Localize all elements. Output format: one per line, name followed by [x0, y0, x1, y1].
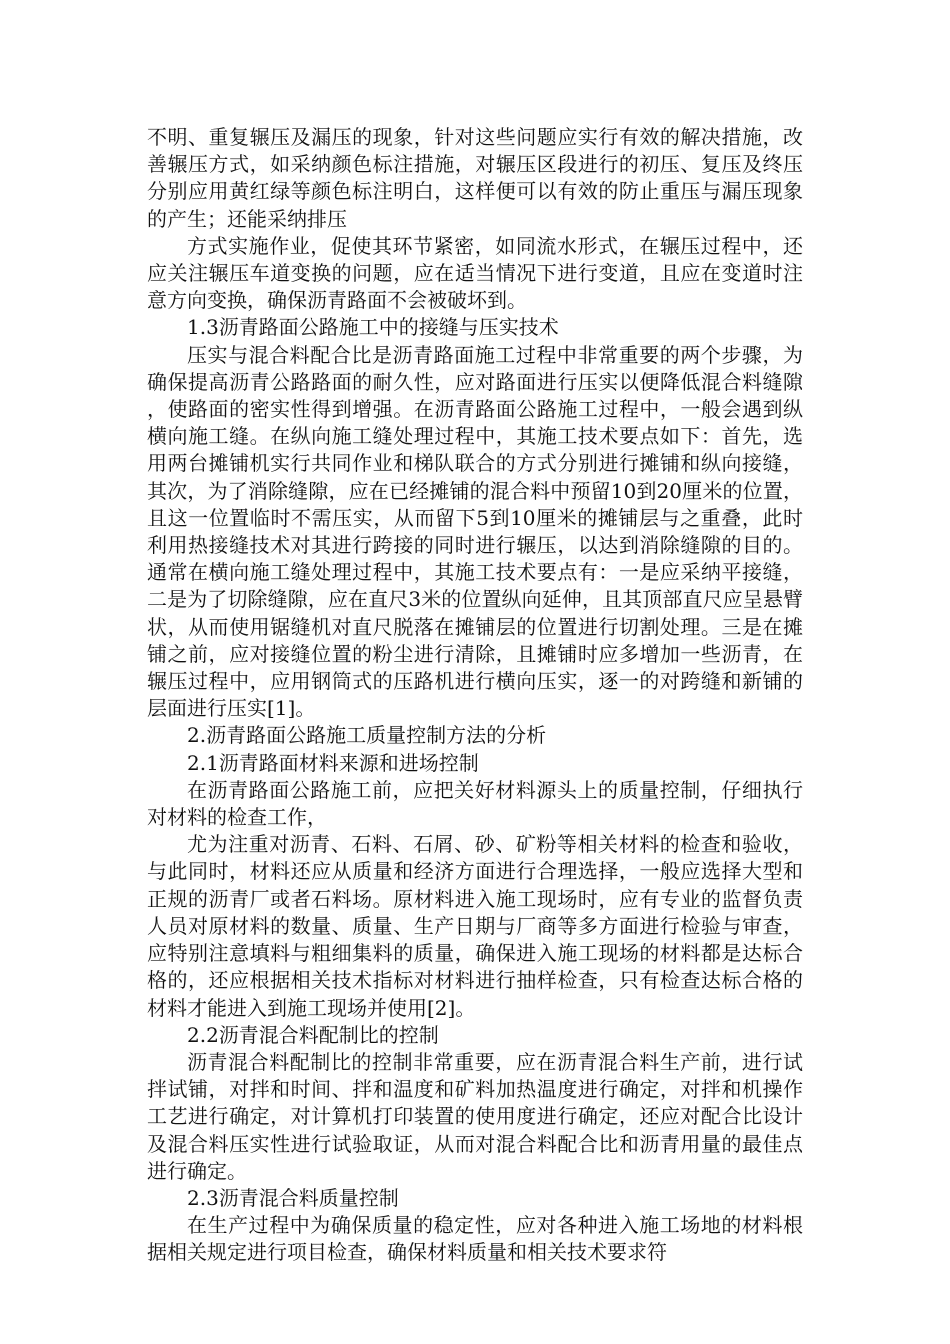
section-heading-2-3: 2.3沥青混合料质量控制 [187, 1185, 399, 1210]
document-body [147, 124, 803, 1267]
section-heading-2-2: 2.2沥青混合料配制比的控制 [187, 1022, 439, 1047]
paragraph-1: 不明、重复辗压及漏压的现象，针对这些问题应实行有效的解决措施，改善辗压方式，如采纳颜色标注措施，对辗压区段进行的初压、复压及终压分别应用黄红绿等颜色标注明白，这样便可以有效的防止重压与漏压现象的产生；还能采纳排压 [147, 125, 803, 231]
paragraph-5: 尤为注重对沥青、石料、石屑、砂、矿粉等相关材料的检查和验收，与此同时，材料还应从质量和经济方面进行合理选择，一般应选择大型和正规的沥青厂或者石料场。原材料进入施工现场时，应有专业的监督负责人员对原材料的数量、质量、生产日期与厂商等多方面进行检验与审查，应特别注意填料与粗细集料的质量，确保进入施工现场的材料都是达标合格的，还应根据相关技术指标对材料进行抽样检查，只有检查达标合格的材料才能进入到施工现场并使用[2]。 [147, 832, 803, 1020]
section-heading-1-3: 1.3沥青路面公路施工中的接缝与压实技术 [187, 315, 559, 340]
section-heading-2: 2.沥青路面公路施工质量控制方法的分析 [187, 723, 547, 748]
section-heading-2-1: 2.1沥青路面材料来源和进场控制 [187, 750, 479, 775]
paragraph-4: 在沥青路面公路施工前，应把关好材料源头上的质量控制，仔细执行对材料的检查工作， [147, 777, 803, 830]
paragraph-3: 压实与混合料配合比是沥青路面施工过程中非常重要的两个步骤，为确保提高沥青公路路面的耐久性，应对路面进行压实以便降低混合料缝隙，使路面的密实性得到增强。在沥青路面公路施工过程中，一般会遇到纵横向施工缝。在纵向施工缝处理过程中，其施工技术要点如下：首先，选用两台摊铺机实行共同作业和梯队联合的方式分别进行摊铺和纵向接缝，其次，为了消除缝隙，应在已经摊铺的混合料中预留10到20厘米的位置，且这一位置临时不需压实，从而留下5到10厘米的摊铺层与之重叠，此时利用热接缝技术对其进行跨接的同时进行辗压，以达到消除缝隙的目的。通常在横向施工缝处理过程中，其施工技术要点有：一是应采纳平接缝，二是为了切除缝隙，应在直尺3米的位置纵向延伸，且其顶部直尺应呈悬臂状，从而使用锯缝机对直尺脱落在摊铺层的位置进行切割处理。三是在摊铺之前，应对接缝位置的粉尘进行清除，且摊铺时应多增加一些沥青，在辗压过程中，应用钢筒式的压路机进行横向压实，逐一的对跨缝和新铺的层面进行压实[1]。 [147, 342, 803, 721]
paragraph-6: 沥青混合料配制比的控制非常重要，应在沥青混合料生产前，进行试拌试铺，对拌和时间、拌和温度和矿料加热温度进行确定，对拌和机操作工艺进行确定，对计算机打印装置的使用度进行确定，还应对配合比设计及混合料压实性进行试验取证，从而对混合料配合比和沥青用量的最佳点进行确定。 [147, 1049, 803, 1183]
paragraph-2: 方式实施作业，促使其环节紧密，如同流水形式，在辗压过程中，还应关注辗压车道变换的问题，应在适当情况下进行变道，且应在变道时注意方向变换，确保沥青路面不会被破坏到。 [147, 233, 803, 313]
paragraph-7: 在生产过程中为确保质量的稳定性，应对各种进入施工场地的材料根据相关规定进行项目检查，确保材料质量和相关技术要求符 [147, 1213, 803, 1265]
